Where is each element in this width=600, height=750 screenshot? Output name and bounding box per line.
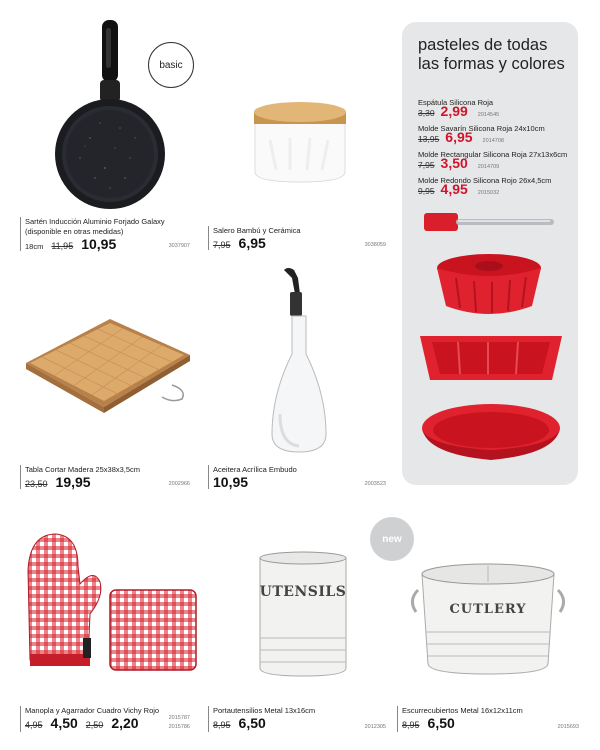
product-label-manopla (20, 706, 190, 732)
product-name: Salero Bambú y Cerámica (213, 226, 301, 235)
old-price-2: 2,50 (85, 720, 104, 730)
product-label-sarten (20, 217, 190, 251)
product-code: 2015693 (557, 724, 579, 730)
panel-item (418, 124, 545, 146)
price-2: 2,20 (111, 715, 139, 731)
product-label-escurrecubiertos (397, 706, 579, 732)
panel-item (418, 150, 567, 172)
utensils-text: UTENSILS (259, 584, 347, 600)
price: 6,50 (238, 715, 266, 731)
price: 4,95 (440, 181, 468, 197)
product-code-2: 2015786 (168, 724, 190, 730)
cutlery-text: CUTLERY (449, 602, 527, 617)
old-price: 8,95 (402, 720, 420, 730)
product-note: (disponible en otras medidas) (25, 227, 124, 236)
oven-mitt-image (20, 530, 200, 672)
product-name: Manopla y Agarrador Cuadro Vichy Rojo (25, 706, 160, 715)
round-mold-image (420, 402, 562, 466)
price: 10,95 (213, 474, 249, 490)
oil-bottle-image (268, 264, 330, 456)
price: 19,95 (55, 474, 91, 490)
spatula-image (422, 210, 558, 234)
new-badge: new (370, 517, 414, 561)
old-price: 3,30 (418, 108, 435, 118)
price: 2,99 (440, 103, 468, 119)
panel-item-name: Espátula Silicona Roja (418, 98, 494, 107)
cutting-board-image (22, 315, 192, 415)
product-code: 3037907 (168, 243, 190, 249)
savarin-mold-image (434, 250, 544, 318)
panel-title (418, 36, 578, 74)
product-code: 2014708 (482, 138, 504, 144)
product-code: 2014709 (477, 164, 500, 170)
old-price: 7,95 (213, 240, 231, 250)
product-code: 2015032 (477, 190, 500, 196)
product-code: 2002966 (168, 481, 190, 487)
product-code: 2015787 (168, 715, 190, 721)
panel-item-name: Molde Savarín Silicona Roja 24x10cm (418, 124, 545, 133)
old-price: 7,95 (418, 160, 435, 170)
panel-item-name: Molde Redondo Silicona Rojo 26x4,5cm (418, 176, 552, 185)
panel-item (418, 98, 499, 120)
product-name: Tabla Cortar Madera 25x38x3,5cm (25, 465, 141, 474)
panel-title-line-2: las formas y colores (418, 55, 565, 73)
price: 10,95 (81, 236, 117, 252)
price: 6,95 (445, 129, 473, 145)
product-code: 3038059 (364, 242, 386, 248)
product-code: 2003523 (364, 481, 386, 487)
product-size: 18cm (25, 242, 44, 251)
cutlery-caddy-image (410, 560, 566, 678)
price: 4,50 (50, 715, 78, 731)
old-price: 23,50 (25, 479, 48, 489)
old-price: 11,95 (51, 241, 74, 251)
old-price: 9,95 (418, 186, 435, 196)
old-price: 13,95 (418, 134, 440, 144)
product-name: Aceitera Acrílica Embudo (213, 465, 297, 474)
product-label-aceitera (208, 465, 386, 489)
panel-title-line-1: pasteles de todas (418, 36, 548, 54)
old-price: 4,95 (25, 720, 43, 730)
price: 3,50 (440, 155, 468, 171)
utensil-canister-image (256, 550, 350, 678)
rectangular-mold-image (418, 334, 564, 386)
panel-item (418, 176, 551, 198)
price: 6,95 (238, 235, 266, 251)
product-code: 2012305 (364, 724, 386, 730)
baking-promo-panel (402, 22, 578, 485)
product-code: 2014545 (477, 112, 500, 118)
product-name: Portautensilios Metal 13x16cm (213, 706, 316, 715)
product-name: Escurrecubiertos Metal 16x12x11cm (402, 706, 523, 715)
price: 6,50 (427, 715, 455, 731)
product-label-salero (208, 226, 386, 250)
product-label-tabla (20, 465, 190, 489)
basic-badge: basic (148, 42, 194, 88)
salt-cellar-image (250, 100, 350, 190)
panel-item-name: Molde Rectangular Silicona Roja 27x13x6cm (418, 150, 568, 159)
product-label-portautensilios (208, 706, 386, 732)
frying-pan-image (50, 18, 170, 213)
product-name: Sartén Inducción Aluminio Forjado Galaxy (25, 217, 165, 226)
old-price: 8,95 (213, 720, 231, 730)
